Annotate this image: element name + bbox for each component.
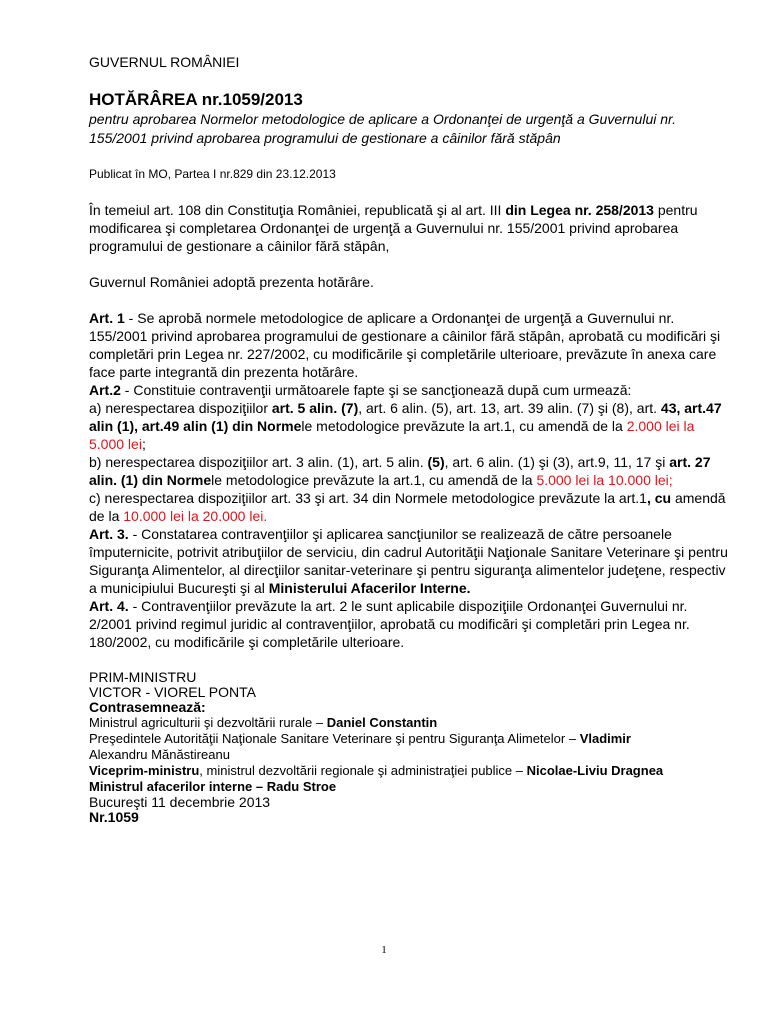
item-b-bold-2: art. 27 alin. (1) din Norme [89,454,711,488]
countersigner-1-role: Ministrul agriculturii şi dezvoltării rurale – [89,715,327,730]
article-2-label: Art.2 [89,382,121,398]
countersigner-2-role: Preşedintele Autorităţii Naţionale Sanitare Veterinare şi pentru Siguranţa Alimetelor – [89,731,580,746]
item-a-text-3: le metodologice prevăzute la art.1, cu amendă de la [301,418,627,434]
countersigner-3-name: Nicolae-Liviu Dragnea [526,763,664,778]
pm-title: PRIM-MINISTRU [89,669,197,685]
article-3 [89,525,729,597]
item-b-text-3: le metodologice prevăzute la art.1, cu amendă de la [211,472,537,488]
item-a-text: a) nerespectarea dispoziţiilor [89,400,272,416]
preamble-law-ref: din Legea nr. 258/2013 [505,202,654,218]
publication-note: Publicat în MO, Partea I nr.829 din 23.12.2013 [89,167,336,181]
countersigner-2 [89,731,729,747]
countersigner-2-cont: Alexandru Mănăstireanu [89,747,230,762]
decision-number [89,810,729,825]
article-2-item-a [89,399,729,453]
countersigner-4-text: Ministrul afacerilor interne – Radu Stroe [89,779,337,794]
page-number: 1 [381,944,387,956]
countersigner-4 [89,779,729,795]
article-1-text: - Se aprobă normele metodologice de aplicare a Ordonanţei de urgenţă a Guvernului nr. 155/2001 privind aprobarea programului de gestionare a câinilor fără stăpân, aprobată cu modificări şi completări prin Legea nr. 227/2002, cu modificările şi completările ulterioare, prevăzute în anexa care face parte integrantă din prezenta hotărâre. [89,310,721,380]
item-c-text: c) nerespectarea dispoziţiilor art. 33 şi art. 34 din Normele metodologice prevăzute la art.1 [89,490,647,506]
article-4 [89,597,729,651]
countersigner-1-name: Daniel Constantin [326,715,438,730]
article-4-label: Art. 4. [89,598,129,614]
item-c-bold: , cu [646,490,672,506]
item-a-text-2: , art. 6 alin. (5), art. 13, art. 39 alin. (7) şi (8), art. [358,400,661,416]
article-1 [89,309,729,381]
article-4-text: - Contravenţiilor prevăzute la art. 2 le sunt aplicabile dispoziţiile Ordonanţei Guvernului nr. 2/2001 privind regimul juridic al contravenţiilor, aprobată cu modificări şi completări prin Legea nr. 180/2002, cu modificările şi completările ulterioare. [89,598,690,650]
item-b-bold: (5) [427,454,445,470]
place-date: Bucureşti 11 decembrie 2013 [89,794,271,810]
preamble-paragraph [89,201,729,255]
countersigner-1 [89,715,729,731]
item-b-text-2: , art. 6 alin. (1) şi (3), art.9, 11, 17 şi [444,454,670,470]
decision-number-text: Nr.1059 [89,809,139,825]
item-b-text: b) nerespectarea dispoziţiilor art. 3 alin. (1), art. 5 alin. [89,454,428,470]
item-a-bold-2: 43, art.47 alin (1), art.49 alin (1) din Norme [89,400,722,434]
item-b-fine-amount: 5.000 lei la 10.000 lei; [536,472,673,488]
article-2-item-b [89,453,729,489]
item-a-fine-amount: 2.000 lei la 5.000 lei [89,418,695,452]
article-2-item-c [89,489,729,525]
article-2-text: - Constituie contravenţii următoarele fapte şi se sancţionează după cum urmează: [120,382,632,398]
item-a-bold: art. 5 alin. (7) [271,400,359,416]
signature-block [89,670,729,825]
document-page [89,52,729,825]
article-3-text: - Constatarea contravenţiilor şi aplicarea sancţiunilor se realizează de către persoanele împuternicite, potrivit atribuţiilor de serviciu, din cadrul Autorităţii Naţionale Sanitare Veterinare şi pentru Siguranţa Alimentelor, al direcţiilor sanitar-veterinare şi pentru siguranţa alimentelor judeţene, respectiv a municipiului Bucureşti şi al [89,526,728,596]
article-3-label: Art. 3. [89,526,129,542]
article-3-ministry: Ministerului Afacerilor Interne. [268,580,471,596]
countersign-label: Contrasemnează: [89,699,206,715]
government-heading: GUVERNUL ROMÂNIEI [89,54,240,70]
countersign-heading [89,700,729,715]
document-subtitle: pentru aprobarea Normelor metodologice de aplicare a Ordonanţei de urgenţă a Guvernului nr. 155/2001 privind aprobarea programului de gestionare a câinilor fără stăpân [89,111,677,146]
article-2 [89,381,729,399]
item-c-fine-amount: 10.000 lei la 20.000 lei. [123,508,268,524]
adoption-paragraph: Guvernul României adoptă prezenta hotărâre. [89,274,374,290]
document-title: HOTĂRÂREA nr.1059/2013 [89,90,303,109]
article-1-label: Art. 1 [89,310,125,326]
item-c-text-2: amendă de la [89,490,726,524]
preamble-text: În temeiul art. 108 din Constituţia României, republicată şi al art. III [89,202,506,218]
item-a-end: ; [141,436,146,452]
countersigner-3 [89,763,729,779]
countersigner-3-role-bold: Viceprim-ministru [89,763,200,778]
countersigner-2-name: Vladimir [579,731,631,746]
countersigner-3-role: , ministrul dezvoltării regionale şi administraţiei publice – [199,763,527,778]
pm-name: VICTOR - VIOREL PONTA [89,684,256,700]
preamble-text-cont: pentru modificarea şi completarea Ordonanţei de urgenţă a Guvernului nr. 155/2001 privind aprobarea programului de gestionare a câinilor fără stăpân, [89,202,698,254]
